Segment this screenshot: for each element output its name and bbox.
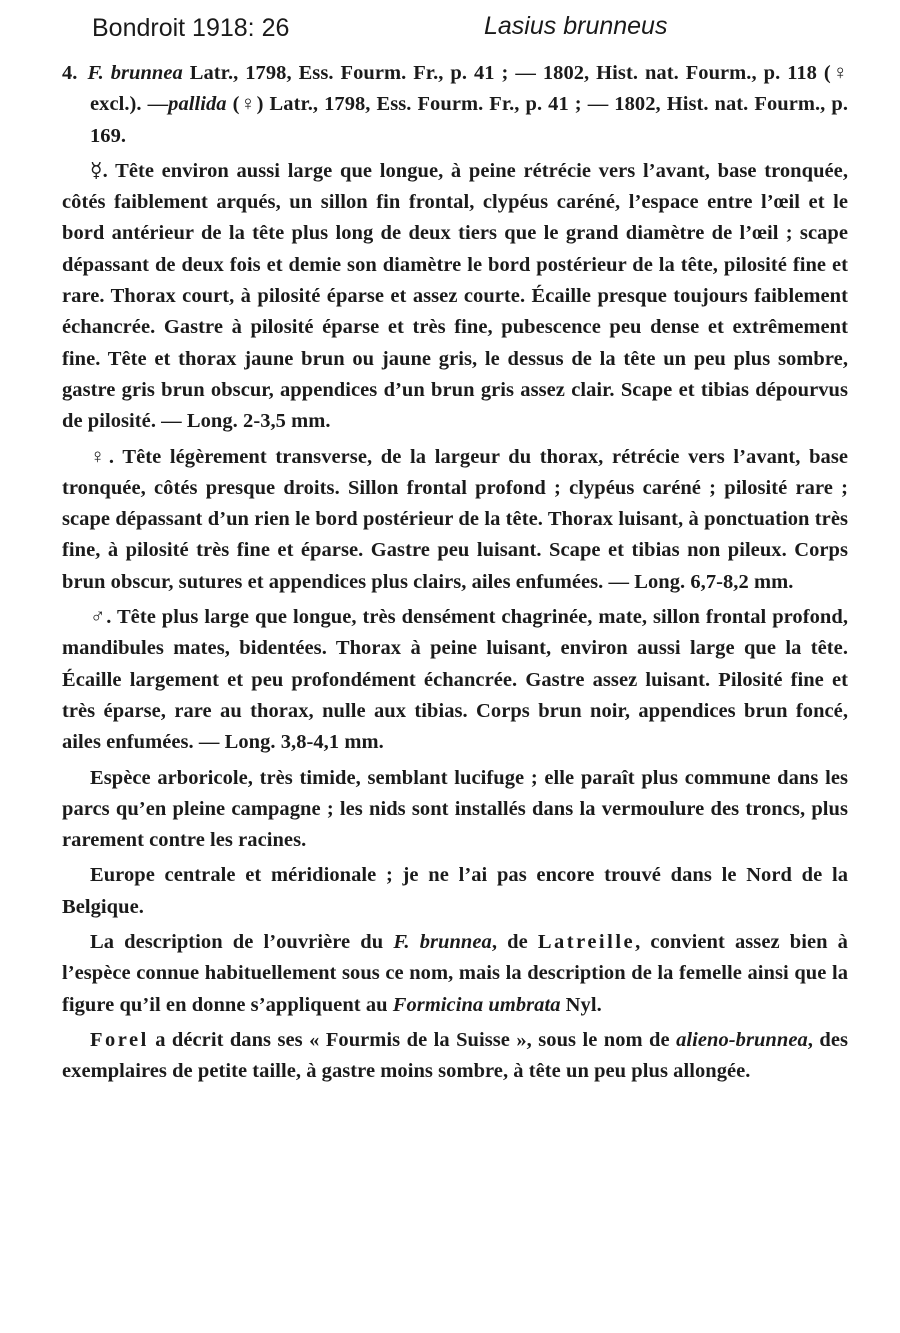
note2-text-a: a décrit dans ses « Fourmis de la Suisse », sous le nom de <box>148 1028 677 1051</box>
note1-text-c: , convient assez bien à l’espèce connue habituellement sous ce nom, mais la description de la femelle ainsi que la figure qu’il en donne s’appliquent au <box>62 931 848 1016</box>
distribution-paragraph: Europe centrale et méridionale ; je ne l’ai pas encore trouvé dans le Nord de la Belgique. <box>62 864 848 918</box>
synonymy-text-1: Latr., 1798, Ess. Fourm. Fr., p. 41 ; — 1802, Hist. nat. Fourm., p. 118 (♀ excl.). — <box>90 62 848 116</box>
scanned-text-block <box>62 58 848 1088</box>
author-latreille: Latreille <box>537 931 636 954</box>
synonymy-paragraph <box>62 58 848 152</box>
synonymy-text-2: (♀) Latr., 1798, Ess. Fourm. Fr., p. 41 ; — 1802, Hist. nat. Fourm., p. 169. <box>90 93 848 147</box>
species-number: 4. <box>62 62 78 84</box>
taxon-name-pallida: pallida <box>168 93 227 116</box>
species-label: Lasius brunneus <box>484 12 668 40</box>
note1-text-b: , de <box>491 931 538 954</box>
reference-label: Bondroit 1918: 26 <box>92 14 290 42</box>
forel-note-paragraph <box>62 1025 848 1088</box>
page-header <box>0 10 900 50</box>
note2-text-b: , des exemplaires de petite taille, à gastre moins sombre, à tête un peu plus allongée. <box>62 1028 848 1083</box>
taxon-name-umbrata: Formicina umbrata <box>392 993 561 1016</box>
queen-description: ♀. Tête légèrement transverse, de la largeur du thorax, rétrécie vers l’avant, base tronquée, côtés presque droits. Sillon frontal profond ; clypéus caréné ; pilosité rare ; scape dépassant d’un rien le bord postérieur de la tête. Thorax luisant, à ponctuation très fine, à pilosité très fine et éparse. Gastre peu luisant. Scape et tibias non pileux. Corps brun obscur, sutures et appendices plus clairs, ailes enfumées. — Long. 6,7-8,2 mm. <box>62 445 848 593</box>
author-forel: Forel <box>90 1028 149 1051</box>
worker-description: ☿. Tête environ aussi large que longue, à peine rétrécie vers l’avant, base tronquée, côtés faiblement arqués, un sillon fin frontal, clypéus caréné, l’espace entre l’œil et le bord antérieur de la tête plus long de deux tiers que le grand diamètre de l’œil ; scape dépassant de deux fois et demie son diamètre le bord postérieur de la tête, pilosité fine et rare. Thorax court, à pilosité éparse et assez courte. Écaille presque toujours faiblement échancrée. Gastre à pilosité éparse et très fine, pubescence peu dense et extrêmement fine. Tête et thorax jaune brun ou jaune gris, le dessus de la tête un peu plus sombre, gastre gris brun obscur, appendices d’un brun gris assez clair. Scape et tibias dépourvus de pilosité. — Long. 2-3,5 mm. <box>62 159 848 433</box>
taxon-name-brunnea: F. brunnea <box>87 62 183 84</box>
taxon-name-brunnea-note: F. brunnea <box>393 931 492 954</box>
taxon-name-alieno-brunnea: alieno-brunnea <box>676 1028 808 1051</box>
latreille-note-paragraph <box>62 927 848 1021</box>
biology-paragraph: Espèce arboricole, très timide, semblant lucifuge ; elle paraît plus commune dans les parcs qu’en pleine campagne ; les nids sont installés dans la vermoulure des troncs, plus rarement contre les racines. <box>62 766 848 852</box>
note1-text-d: Nyl. <box>560 993 602 1016</box>
male-description: ♂. Tête plus large que longue, très densément chagrinée, mate, sillon frontal profond, mandibules mates, bidentées. Thorax à peine luisant, environ aussi large que la tête. Écaille largement et peu profondément échancrée. Gastre assez luisant. Pilosité fine et très éparse, rare au thorax, nulle aux tibias. Corps brun noir, appendices brun foncé, ailes enfumées. — Long. 3,8-4,1 mm. <box>62 606 848 754</box>
note1-text-a: La description de l’ouvrière du <box>90 931 394 954</box>
